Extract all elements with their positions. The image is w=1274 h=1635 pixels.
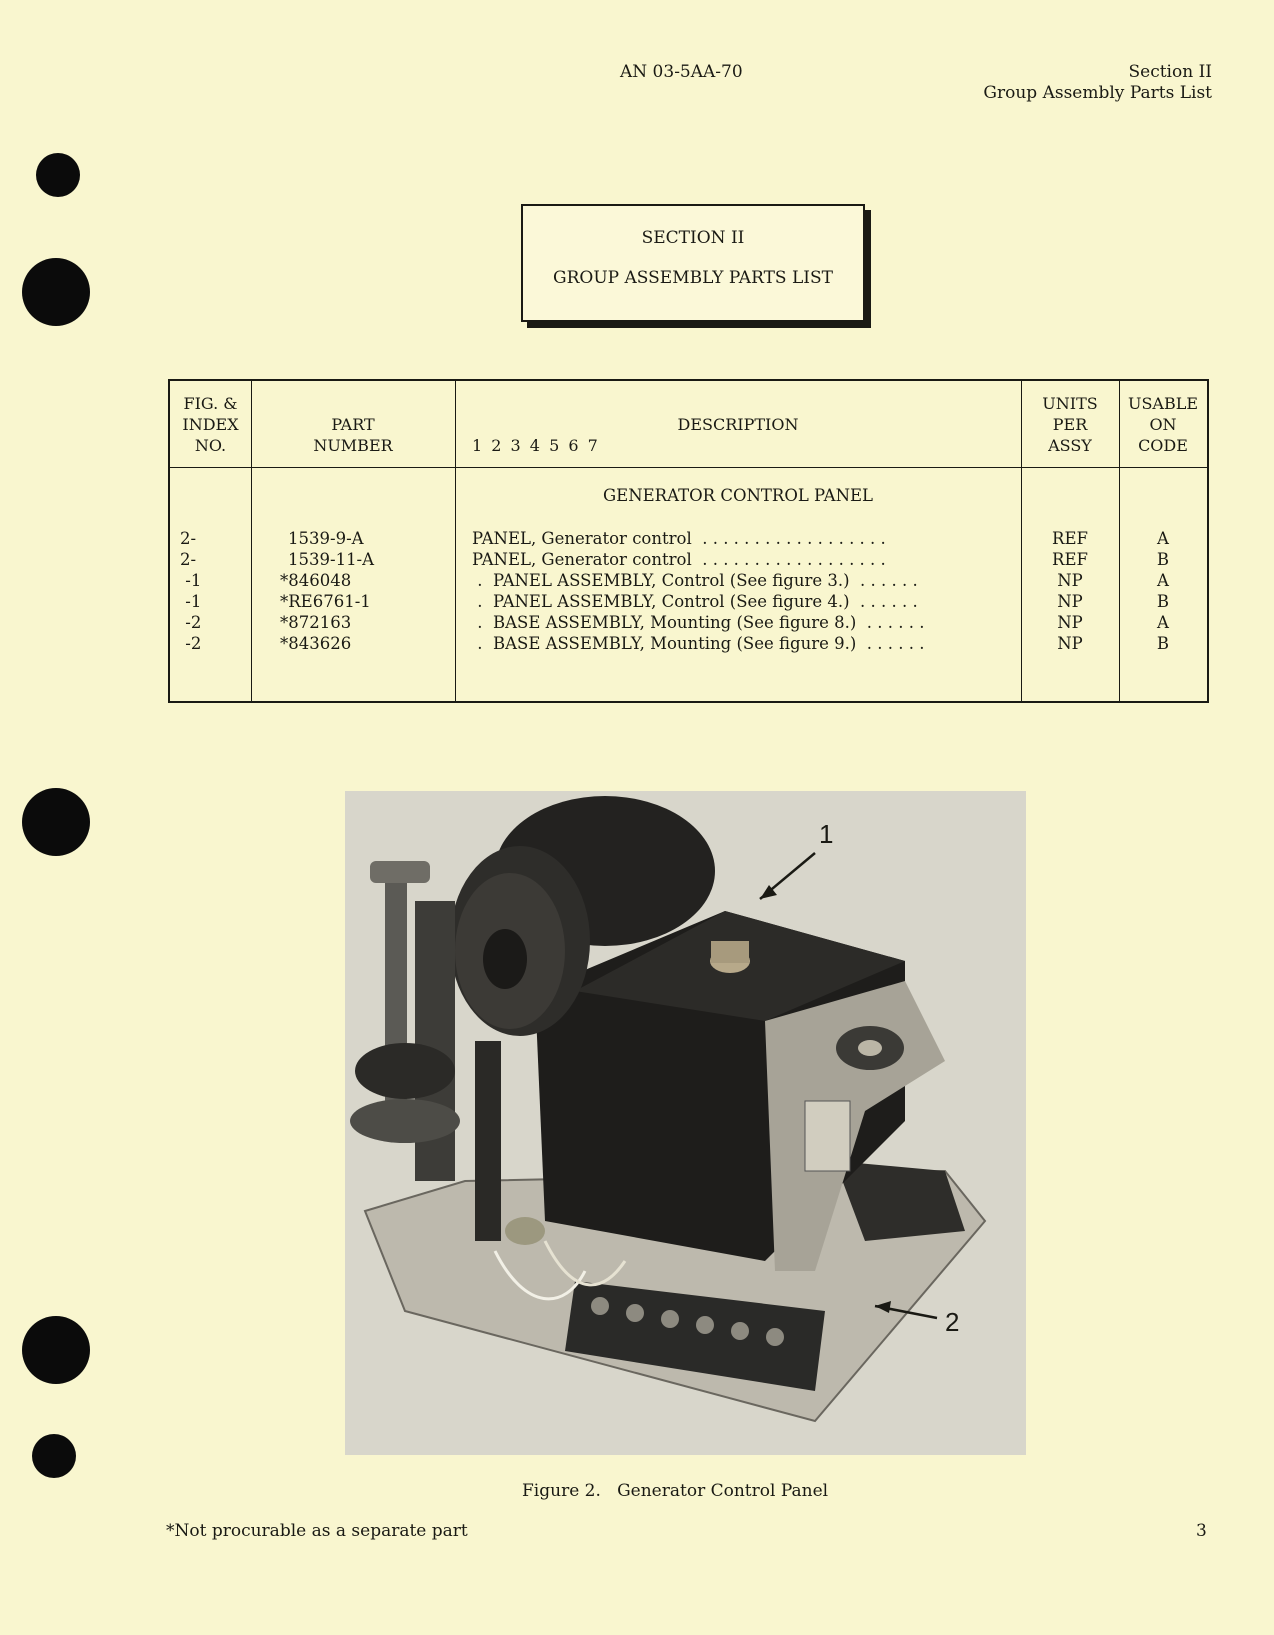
- figure-caption: Figure 2. Generator Control Panel: [522, 1481, 829, 1501]
- generator-control-panel-illustration: [345, 791, 1026, 1455]
- header-part-number: PART NUMBER: [313, 415, 393, 455]
- binder-hole: [22, 788, 90, 856]
- header-indent-scale: 1 2 3 4 5 6 7: [472, 436, 598, 455]
- section-title: SECTION II: [641, 228, 745, 248]
- generator-control-panel-photo: [345, 791, 1026, 1455]
- callout-1: 1: [819, 819, 834, 849]
- header-usable-on-code: USABLE ON CODE: [1127, 394, 1199, 455]
- group-title: GENERATOR CONTROL PANEL: [602, 486, 874, 505]
- header-units-per-assy: UNITS PER ASSY: [1042, 394, 1098, 455]
- parts-list-table: FIG. & INDEX NO. PART NUMBER DESCRIPTION 1 2 3 4 5 6 7 UNITS PER ASSY USABLE ON CODE GENERATOR CONTROL PANEL 2- 1539-9-A PANEL, Generator control . . . . . . . . . . . . . . . . . . REF A 2- 1539-11-A PANEL, Generator control . . . . . . . . . . . . . . . . . . REF B -1 *846048 . PANEL ASSEMBLY, Control (See figure 3.) . . . . . . NP A -1 *RE6761-1 . PANEL ASSEMBLY, Control (See figure 4.) . . . . . . NP B -2 *872163 . BASE ASSEMBLY, Mounting (See figure 8.) . . . . . . NP A -2 *843626 . BASE ASSEMBLY, Mounting (See figure 9.) . . . . . . NP B: [168, 379, 1209, 703]
- binder-hole: [32, 1434, 76, 1478]
- binder-hole: [36, 153, 80, 197]
- section-title-subtitle: GROUP ASSEMBLY PARTS LIST: [553, 268, 833, 288]
- section-header: [983, 62, 1212, 104]
- header-description: DESCRIPTION: [677, 415, 799, 434]
- binder-hole: [22, 258, 90, 326]
- section-title-box: [521, 204, 865, 322]
- section-label: Section II: [1128, 62, 1212, 82]
- page-number: 3: [1196, 1521, 1207, 1541]
- document-number: AN 03-5AA-70: [620, 62, 743, 82]
- footnote: *Not procurable as a separate part: [166, 1521, 468, 1541]
- header-fig-index: FIG. & INDEX NO.: [182, 394, 239, 455]
- section-subtitle: Group Assembly Parts List: [983, 83, 1212, 103]
- binder-hole: [22, 1316, 90, 1384]
- callout-2: 2: [945, 1307, 960, 1337]
